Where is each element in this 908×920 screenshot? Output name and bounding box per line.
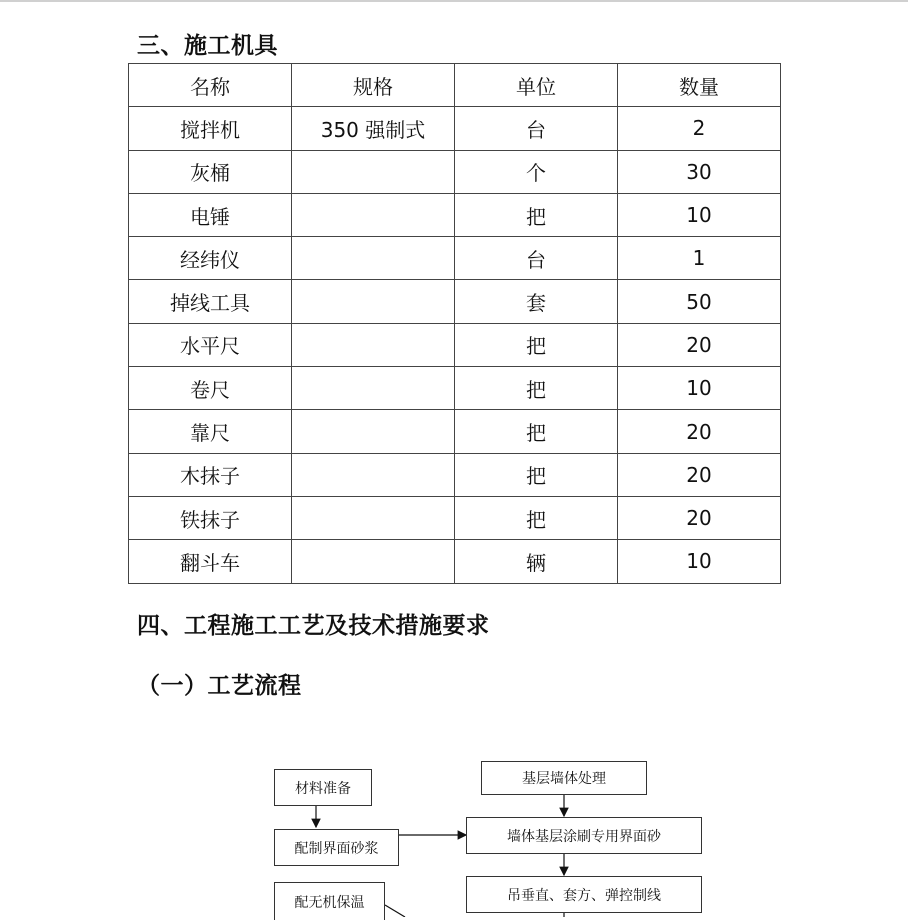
cell-unit: 把 (455, 193, 618, 236)
cell-unit: 把 (455, 496, 618, 539)
cell-unit: 套 (455, 280, 618, 323)
flow-box-apply-interface: 墙体基层涂刷专用界面砂 (466, 817, 702, 854)
cell-name: 翻斗车 (129, 540, 292, 583)
cell-name: 靠尺 (129, 410, 292, 453)
cell-quantity: 1 (618, 237, 781, 280)
cell-name: 卷尺 (129, 367, 292, 410)
cell-quantity: 10 (618, 367, 781, 410)
section-heading-process: 四、工程施工工艺及技术措施要求 (137, 613, 490, 639)
cell-unit: 台 (455, 107, 618, 150)
flow-box-material-prep: 材料准备 (274, 769, 372, 806)
cell-spec: 350 强制式 (292, 107, 455, 150)
cell-quantity: 50 (618, 280, 781, 323)
cell-unit: 台 (455, 237, 618, 280)
flow-box-plumb-line: 吊垂直、套方、弹控制线 (466, 876, 702, 913)
cell-name: 铁抹子 (129, 496, 292, 539)
header-name: 名称 (129, 64, 292, 107)
header-quantity: 数量 (618, 64, 781, 107)
cell-quantity: 20 (618, 496, 781, 539)
cell-name: 经纬仪 (129, 237, 292, 280)
cell-unit: 个 (455, 150, 618, 193)
subsection-heading-flow: （一）工艺流程 (137, 673, 302, 699)
cell-name: 灰桶 (129, 150, 292, 193)
cell-quantity: 30 (618, 150, 781, 193)
cell-name: 电锤 (129, 193, 292, 236)
cell-name: 木抹子 (129, 453, 292, 496)
header-spec: 规格 (292, 64, 455, 107)
cell-unit: 辆 (455, 540, 618, 583)
flow-box-base-wall: 基层墙体处理 (481, 761, 647, 795)
section-heading-tools: 三、施工机具 (137, 33, 278, 59)
arrow-insulation-out (385, 905, 405, 917)
cell-quantity: 20 (618, 410, 781, 453)
cell-name: 水平尺 (129, 323, 292, 366)
cell-unit: 把 (455, 323, 618, 366)
cell-quantity: 20 (618, 453, 781, 496)
cell-unit: 把 (455, 410, 618, 453)
cell-name: 搅拌机 (129, 107, 292, 150)
cell-unit: 把 (455, 367, 618, 410)
flow-box-mix-mortar: 配制界面砂浆 (274, 829, 399, 866)
cell-quantity: 10 (618, 193, 781, 236)
cell-quantity: 10 (618, 540, 781, 583)
cell-name: 掉线工具 (129, 280, 292, 323)
header-unit: 单位 (455, 64, 618, 107)
cell-unit: 把 (455, 453, 618, 496)
cell-quantity: 2 (618, 107, 781, 150)
cell-quantity: 20 (618, 323, 781, 366)
flow-box-mix-insulation: 配无机保温 (274, 882, 385, 920)
